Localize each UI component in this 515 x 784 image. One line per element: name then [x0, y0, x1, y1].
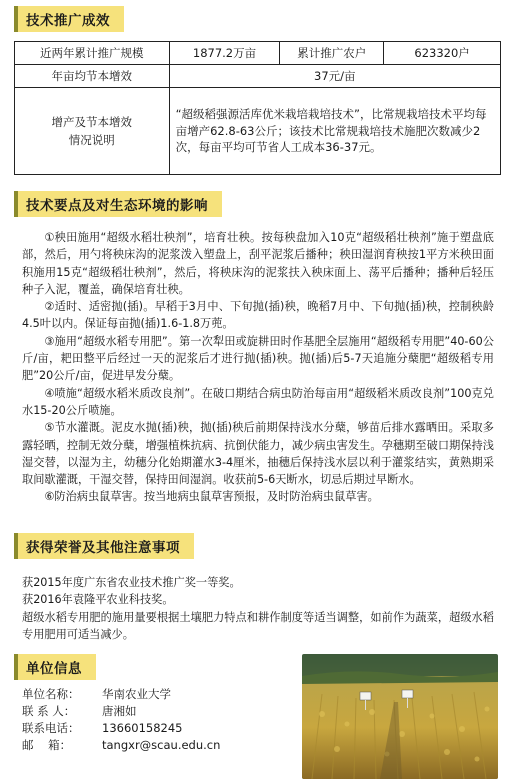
honor-note: 超级水稻专用肥的施用量要根据土壤肥力特点和耕作制度等适当调整，如前作为蔬菜，超级水稻专用肥用可适当减少。 [22, 610, 494, 641]
unit-name-row: 单位名称： 华南农业大学 [22, 687, 171, 701]
email-row: 邮 箱： tangxr@scau.edu.cn [22, 738, 221, 752]
rice-field-photo [302, 654, 498, 779]
table-row [15, 42, 501, 65]
contact-person: 唐湘如 [102, 704, 137, 718]
honors-text [22, 574, 494, 643]
honor-2: 获2016年袁隆平农业科技奖。 [22, 593, 174, 607]
stat-value-description: “超级稻强源活库优米栽培栽培技术”，比常规栽培技术平均每亩增产62.8-63公斤；该技术比常规栽培技术施肥次数减少2次，每亩平均可节省人工成本36-37元。 [169, 88, 500, 175]
section-title-unit-info: 单位信息 [14, 654, 96, 680]
key-points-text [22, 229, 494, 506]
table-row [15, 88, 501, 175]
section-title-honors: 获得荣誉及其他注意事项 [14, 533, 194, 559]
contact-row: 联 系 人： 唐湘如 [22, 704, 137, 718]
rice-field-image [302, 654, 498, 779]
contact-phone: 13660158245 [102, 721, 183, 735]
stat-label-scale: 近两年累计推广规模 [15, 42, 170, 65]
point-3: ③施用“超级水稻专用肥”。第一次犁田或旋耕田时作基肥全层施用“超级稻专用肥”40-60公斤/亩，耙田整平后经过一天的泥浆后才进行抛(插)秧。抛(插)后5-7天追施分蘖肥“超级稻专用肥”20公斤/亩，促进早发分蘖。 [22, 334, 494, 383]
stat-label-description: 增产及节本增效 情况说明 [15, 88, 170, 175]
stat-value-scale: 1877.2万亩 [169, 42, 280, 65]
promotion-stats-table [14, 41, 501, 175]
point-4: ④喷施“超级水稻米质改良剂”。在破口期结合病虫防治每亩用“超级稻米质改良剂”100克兑水15-20公斤喷施。 [22, 386, 494, 417]
unit-name: 华南农业大学 [102, 687, 171, 701]
table-row [15, 65, 501, 88]
contact-email[interactable]: tangxr@scau.edu.cn [102, 738, 221, 752]
point-2: ②适时、适密抛(插)。早稻于3月中、下旬抛(插)秧，晚稻7月中、下旬抛(插)秧，控制秧龄4.5叶以内。保证每亩抛(插)1.6-1.8万蔸。 [22, 300, 494, 331]
stat-value-farmers: 623320户 [384, 42, 501, 65]
section-title-key-points: 技术要点及对生态环境的影响 [14, 191, 222, 217]
phone-row: 联系电话： 13660158245 [22, 721, 183, 735]
section-title-promotion: 技术推广成效 [14, 6, 124, 32]
unit-info [22, 686, 220, 754]
point-6: ⑥防治病虫鼠草害。按当地病虫鼠草害预报，及时防治病虫鼠草害。 [44, 490, 379, 504]
point-5: ⑤节水灌溉。泥皮水抛(插)秧，抛(插)秧后前期保持浅水分蘖，够苗后排水露晒田。采取多露轻晒，控制无效分蘖，增强植株抗病、抗倒伏能力，减少病虫害发生。孕穗期至破口期保持浅湿交替，以湿为主，幼穗分化始期灌水3-4厘米，抽穗后保持浅水层以利于灌浆结实，黄熟期采取间歇灌溉，干湿交替，保持田间湿润。收获前5-6天断水，切忌后期过早断水。 [22, 421, 494, 487]
point-1: ①秧田施用“超级水稻壮秧剂”，培育壮秧。按每秧盘加入10克“超级稻壮秧剂”施于塑盘底部，然后，用勺将秧床沟的泥浆泼入塑盘上，刮平泥浆后播种；秧田湿润育秧按1平方米秧田面积施用15克“超级稻壮秧剂”，然后，将秧床沟的泥浆扶入秧床面上、荡平后播种；播种后轻压种子入泥，覆盖，确保培育壮秧。 [22, 231, 494, 296]
stat-label-benefit: 年亩均节本增效 [15, 65, 170, 88]
honor-1: 获2015年度广东省农业技术推广奖一等奖。 [22, 576, 241, 589]
stat-label-farmers: 累计推广农户 [280, 42, 384, 65]
stat-value-benefit: 37元/亩 [169, 65, 500, 88]
